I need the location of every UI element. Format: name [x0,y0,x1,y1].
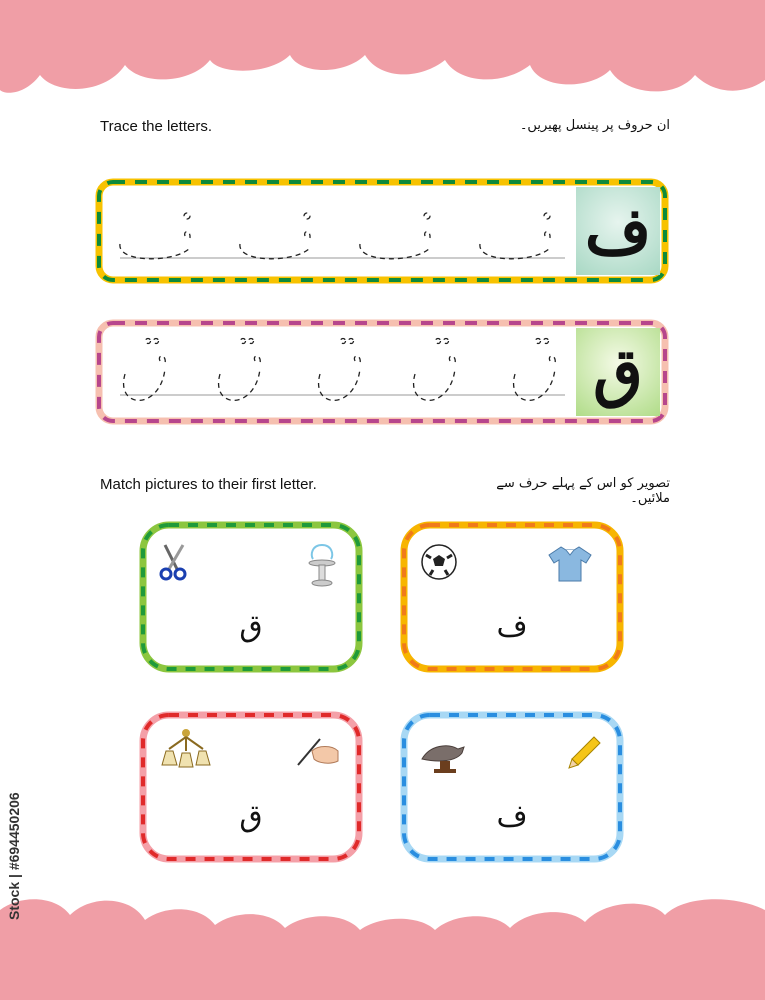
writing-hand-icon[interactable] [294,733,340,769]
match-instruction-en: Match pictures to their first letter. [100,476,317,493]
match-card-3[interactable] [139,711,363,863]
fountain-icon[interactable] [307,541,337,591]
bottom-clouds [0,890,765,1000]
sample-letter-feh: ف [576,187,660,275]
football-icon[interactable] [420,543,458,581]
shirt-icon[interactable] [547,545,593,583]
pencil-icon[interactable] [566,733,602,769]
stock-id-watermark: Stock | #694450206 [6,792,22,920]
card-letter: ق [239,799,263,834]
card-letter: ق [239,609,263,644]
dove-icon[interactable] [418,733,468,775]
trace-instruction-en: Trace the letters. [100,118,212,135]
trace-row-feh [95,178,669,284]
match-card-1[interactable] [139,521,363,673]
card-letter: ف [496,799,528,834]
trace-instruction-ur: ان حروف پر پینسل پھیریں۔ [519,118,670,133]
scissors-icon[interactable] [157,543,189,583]
match-instruction-ur: تصویر کو اس کے پہلے حرف سے ملائیں۔ [496,476,670,506]
match-card-4[interactable] [400,711,624,863]
match-card-2[interactable] [400,521,624,673]
bells-icon[interactable] [157,727,215,771]
trace-row-qaf [95,319,669,425]
top-clouds [0,0,765,105]
card-letter: ف [496,609,528,644]
sample-letter-qaf: ق [576,328,660,416]
